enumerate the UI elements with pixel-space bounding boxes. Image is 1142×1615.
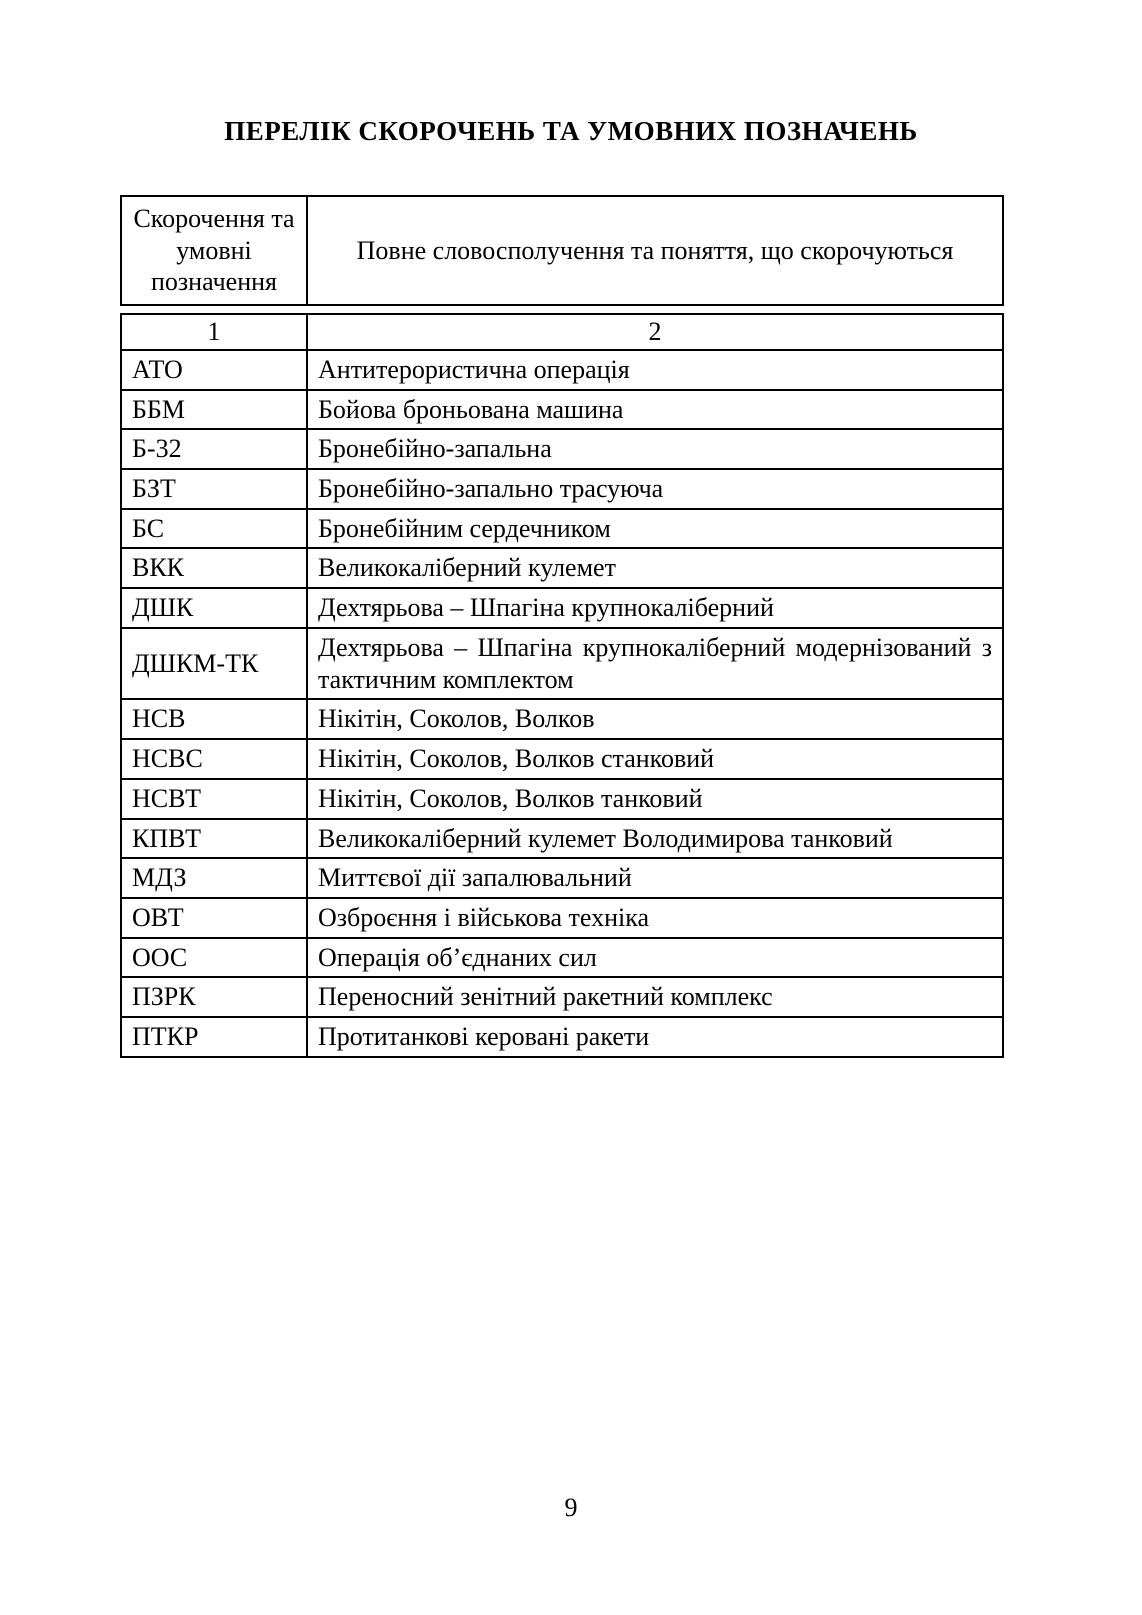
abbreviation-cell: БЗТ (121, 469, 307, 509)
definition-cell: Протитанкові керовані ракети (307, 1017, 1003, 1057)
table-row (121, 779, 1003, 819)
definition-cell: Бронебійно-запально трасуюча (307, 469, 1003, 509)
abbreviation-cell: НСВ (121, 699, 307, 739)
abbreviation-cell: ОВТ (121, 898, 307, 938)
abbreviation-cell: ВКК (121, 548, 307, 588)
table-gap (120, 306, 1002, 313)
abbreviation-cell: НСВС (121, 739, 307, 779)
column-number-1: 1 (121, 314, 307, 350)
header-cell-abbreviation: Скорочення та умовні позначення (121, 196, 307, 305)
table-row (121, 699, 1003, 739)
abbreviation-cell: Б-32 (121, 429, 307, 469)
definition-cell: Великокаліберний кулемет (307, 548, 1003, 588)
table-row (121, 739, 1003, 779)
table-row (121, 977, 1003, 1017)
table-row (121, 469, 1003, 509)
table-body-section (120, 313, 1004, 1058)
definition-cell: Дехтярьова – Шпагіна крупнокаліберний модернізований з тактичним комплектом (307, 628, 1003, 699)
table-row (121, 938, 1003, 978)
abbreviation-cell: ПЗРК (121, 977, 307, 1017)
definition-cell: Бойова броньована машина (307, 390, 1003, 430)
abbreviation-cell: ООС (121, 938, 307, 978)
abbreviation-cell: МДЗ (121, 858, 307, 898)
definition-cell: Нікітін, Соколов, Волков станковий (307, 739, 1003, 779)
definition-cell: Бронебійним сердечником (307, 509, 1003, 549)
abbreviation-cell: ДШКМ-ТК (121, 628, 307, 699)
abbreviation-cell: ДШК (121, 588, 307, 628)
table-row (121, 548, 1003, 588)
abbreviation-cell: ББМ (121, 390, 307, 430)
abbreviation-cell: НСВТ (121, 779, 307, 819)
page-title: ПЕРЕЛІК СКОРОЧЕНЬ ТА УМОВНИХ ПОЗНАЧЕНЬ (224, 116, 918, 146)
table-row (121, 628, 1003, 699)
definition-cell: Бронебійно-запальна (307, 429, 1003, 469)
definition-cell: Озброєння і військова техніка (307, 898, 1003, 938)
table-row (121, 819, 1003, 859)
table-header-section (120, 195, 1004, 306)
definition-cell: Операція об’єднаних сил (307, 938, 1003, 978)
column-number-row (121, 314, 1003, 350)
table-row (121, 429, 1003, 469)
column-number-2: 2 (307, 314, 1003, 350)
abbreviation-cell: КПВТ (121, 819, 307, 859)
definition-cell: Нікітін, Соколов, Волков (307, 699, 1003, 739)
abbreviation-cell: БС (121, 509, 307, 549)
page-number: 9 (564, 1493, 578, 1522)
definition-cell: Нікітін, Соколов, Волков танковий (307, 779, 1003, 819)
table-header-row (121, 196, 1003, 305)
table-row (121, 1017, 1003, 1057)
definition-cell: Миттєвої дії запалювальний (307, 858, 1003, 898)
table-row (121, 350, 1003, 390)
table-row (121, 588, 1003, 628)
abbreviation-cell: АТО (121, 350, 307, 390)
table-row (121, 898, 1003, 938)
definition-cell: Дехтярьова – Шпагіна крупнокаліберний (307, 588, 1003, 628)
abbreviations-table (120, 195, 1002, 1058)
definition-cell: Переносний зенітний ракетний комплекс (307, 977, 1003, 1017)
table-row (121, 390, 1003, 430)
definition-cell: Великокаліберний кулемет Володимирова танковий (307, 819, 1003, 859)
table-row (121, 509, 1003, 549)
abbreviation-cell: ПТКР (121, 1017, 307, 1057)
definition-cell: Антитерористична операція (307, 350, 1003, 390)
table-row (121, 858, 1003, 898)
header-cell-definition: Повне словосполучення та поняття, що скорочуються (307, 196, 1003, 305)
